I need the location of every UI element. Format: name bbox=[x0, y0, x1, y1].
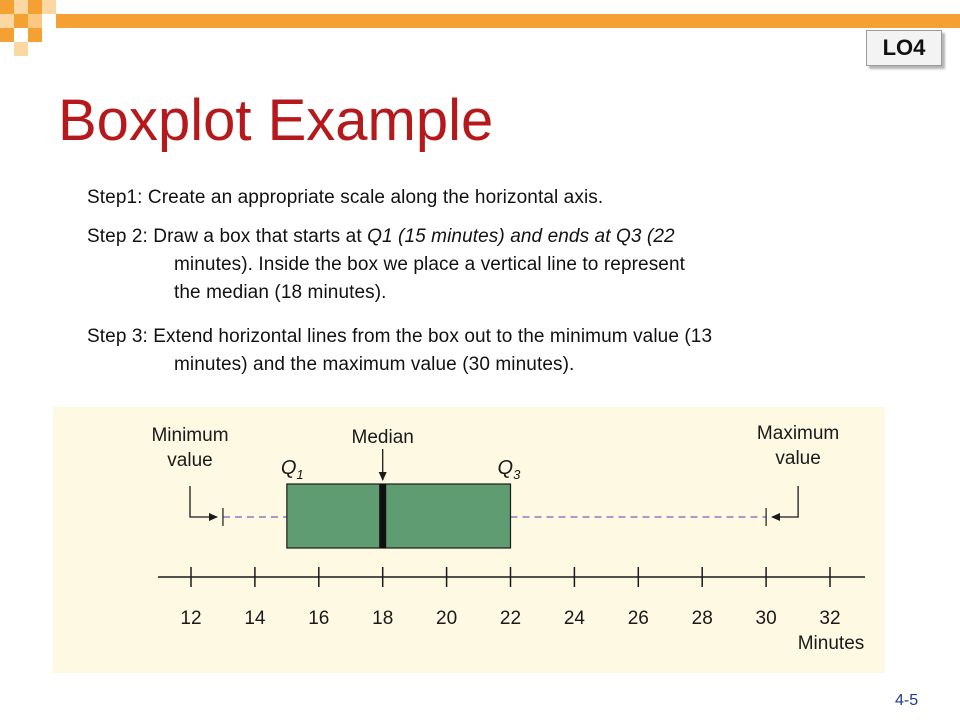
lo-badge: LO4 bbox=[866, 30, 942, 66]
q3-label: $Q_3$ bbox=[497, 457, 521, 482]
x-tick-label: 16 bbox=[308, 608, 330, 629]
decor-square bbox=[28, 14, 42, 28]
x-tick-label: 26 bbox=[627, 608, 649, 629]
boxplot-chart bbox=[53, 407, 885, 673]
step-2-line-3: the median (18 minutes). bbox=[174, 282, 387, 303]
x-tick-label: 22 bbox=[499, 608, 522, 629]
x-tick-label: 30 bbox=[755, 608, 777, 629]
decor-square bbox=[0, 28, 14, 42]
decor-square bbox=[0, 0, 14, 14]
x-tick-label: 24 bbox=[563, 608, 585, 629]
q1-label: $Q_1$ bbox=[280, 457, 304, 482]
decor-square bbox=[14, 0, 28, 14]
boxplot-figure bbox=[53, 407, 885, 673]
x-tick-label: 14 bbox=[244, 608, 266, 629]
maximum-arrow bbox=[772, 486, 798, 517]
step-2-line-2: minutes). Inside the box we place a vertical line to represent bbox=[174, 254, 686, 275]
step-3-line-1: Step 3: Extend horizontal lines from the box out to the minimum value (13 bbox=[87, 326, 713, 347]
x-tick-label: 32 bbox=[819, 608, 841, 629]
minimum-arrow bbox=[190, 486, 217, 517]
decor-square bbox=[42, 0, 56, 14]
step-3-text bbox=[87, 323, 877, 379]
maximum-label-line-2: value bbox=[775, 448, 821, 469]
x-tick-label: 20 bbox=[436, 608, 458, 629]
median-label: Median bbox=[351, 427, 414, 448]
step-3-line-2: minutes) and the maximum value (30 minutes). bbox=[174, 354, 575, 375]
decor-square bbox=[0, 14, 14, 28]
median-line bbox=[379, 484, 386, 548]
decor-square bbox=[14, 14, 28, 28]
x-tick-label: 18 bbox=[372, 608, 394, 629]
step-2-line-1b: Q1 (15 minutes) and ends at Q3 (22 bbox=[367, 226, 675, 247]
step-1-text bbox=[87, 184, 877, 212]
decor-bar bbox=[56, 14, 960, 28]
x-tick-label: 28 bbox=[691, 608, 713, 629]
iqr-box bbox=[287, 484, 511, 548]
x-tick-label: 12 bbox=[180, 608, 202, 629]
maximum-label-line-1: Maximum bbox=[756, 423, 840, 444]
step-1-line: Step1: Create an appropriate scale along the horizontal axis. bbox=[87, 187, 604, 208]
decor-square bbox=[28, 0, 42, 14]
step-2-text bbox=[87, 223, 877, 307]
minimum-label-line-1: Minimum bbox=[151, 425, 229, 446]
x-axis-title: Minutes bbox=[797, 633, 865, 654]
decor-square bbox=[28, 28, 42, 42]
page-number: 4-5 bbox=[895, 692, 919, 709]
decor-square bbox=[14, 42, 28, 56]
minimum-label-line-2: value bbox=[167, 450, 213, 471]
step-2-line-1a: Step 2: Draw a box that starts at bbox=[87, 226, 368, 247]
slide-title: Boxplot Example bbox=[58, 88, 494, 153]
